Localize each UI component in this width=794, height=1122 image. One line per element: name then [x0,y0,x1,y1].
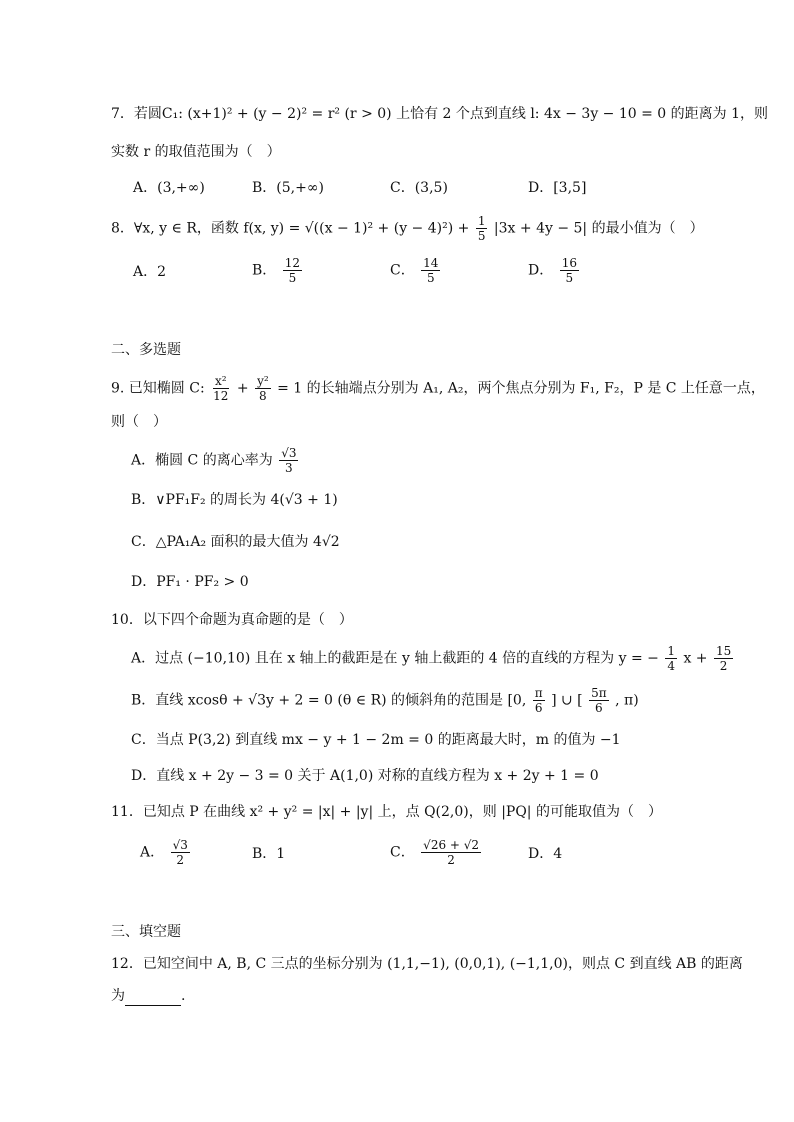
q9-option-a-fraction [279,446,298,475]
q9-option-a [131,446,300,475]
q10-option-b-fraction2 [589,686,609,715]
q7-option-c: C．(3,5) [390,180,448,196]
q7-stem-line2: 实数 r 的取值范围为（ ） [111,144,281,160]
q9-fraction-y-den: 8 [259,389,267,403]
q8-option-b-label: B． [252,262,277,279]
q8-option-b-num: 12 [284,256,301,270]
q8-stem-suffix: |3x + 4y − 5| 的最小值为（ ） [493,220,704,237]
q8-option-d [528,256,581,285]
q11-option-c-label: C． [390,844,415,861]
q8-option-b-fraction [283,256,302,285]
q10-option-b [131,686,639,715]
q10-option-a-f1-num: 1 [667,644,675,658]
q11-option-c-den: 2 [447,853,455,867]
q10-option-c: C．当点 P(3,2) 到直线 mx − y + 1 − 2m = 0 的距离最大时，m 的值为 −1 [131,732,621,748]
q9-option-b: B．∨PF₁F₂ 的周长为 4(√3 + 1) [131,492,338,508]
q10-option-b-f1-den: 6 [534,701,543,715]
q11-option-b: B．1 [252,846,286,862]
q8-option-d-fraction [560,256,579,285]
q12-stem-line2-text: 为 [111,988,125,1004]
q8-option-b-den: 5 [288,271,297,285]
q11-option-a-den: 2 [176,853,185,867]
q9-fraction-x [211,374,230,403]
q8-option-c-den: 5 [426,271,435,285]
q8-stem [111,214,704,243]
q9-option-a-num: √3 [281,446,297,460]
q9-stem-suffix: = 1 的长轴端点分别为 A₁, A₂，两个焦点分别为 F₁, F₂，P 是 C 上任意一点， [277,380,765,397]
q9-fraction-x-den: 12 [213,389,229,403]
q9-option-d: D．PF₁ · PF₂ > 0 [131,574,249,590]
q10-option-b-mid: ] ∪ [ [551,692,583,709]
q9-stem-line2: 则（ ） [111,414,167,430]
q8-option-c-fraction [421,256,440,285]
q10-option-a-f2-num: 15 [715,644,732,658]
q8-stem-prefix: 8．∀x, y ∈ R，函数 f(x, y) = √((x − 1)² + (y − 4)²) + [111,220,470,237]
q11-option-c-fraction [421,838,481,867]
q7-option-b: B．(5,+∞) [252,180,324,196]
q8-option-d-den: 5 [565,271,574,285]
section-heading-multi-choice: 二、多选题 [111,342,181,358]
q10-option-b-text: B．直线 xcosθ + √3y + 2 = 0 (θ ∈ R) 的倾斜角的范围是 [0, [131,692,527,709]
q9-option-a-den: 3 [285,461,293,475]
q10-option-a-text: A．过点 (−10,10) 且在 x 轴上的截距是在 y 轴上截距的 4 倍的直线的方程为 y = − [131,650,659,667]
q8-option-d-label: D． [528,262,554,279]
q7-option-a: A．(3,+∞) [133,180,205,196]
q10-option-b-fraction1 [533,686,545,715]
q8-fraction [476,214,488,243]
q10-option-b-f2-den: 6 [595,701,603,715]
q11-option-a-num: √3 [172,838,188,852]
q9-fraction-y [255,374,271,403]
q10-option-d: D．直线 x + 2y − 3 = 0 关于 A(1,0) 对称的直线方程为 x + 2y + 1 = 0 [131,768,599,784]
q10-option-a-fraction1 [665,644,677,673]
q10-option-a-f2-den: 2 [719,659,728,673]
q10-option-a-fraction2 [714,644,733,673]
q11-option-a [140,838,192,867]
q9-fraction-x-num: x² [214,374,227,388]
q11-option-c-num: √26 + √2 [423,838,480,852]
q12-stem-line1: 12．已知空间中 A, B, C 三点的坐标分别为 (1,1,−1), (0,0,1), (−1,1,0)，则点 C 到直线 AB 的距离 [111,956,743,972]
q8-option-d-num: 16 [561,256,577,270]
q12-stem-line2 [111,986,185,1006]
q7-option-d: D．[3,5] [528,180,587,196]
q8-fraction-den: 5 [477,229,486,243]
q11-option-d: D．4 [528,846,563,862]
q10-stem: 10．以下四个命题为真命题的是（ ） [111,612,353,628]
q9-option-c: C．△PA₁A₂ 面积的最大值为 4√2 [131,534,340,550]
q11-stem: 11．已知点 P 在曲线 x² + y² = |x| + |y| 上，点 Q(2,0)，则 |PQ| 的可能取值为（ ） [111,804,662,820]
q10-option-b-f1-num: π [534,686,543,700]
q12-stem-end: . [181,988,186,1004]
q8-option-a: A．2 [133,264,167,280]
q11-option-a-label: A． [140,844,165,861]
q7-stem-line1: 7．若圆C₁: (x+1)² + (y − 2)² = r² (r > 0) 上恰有 2 个点到直线 l: 4x − 3y − 10 = 0 的距离为 1，则 [111,106,769,122]
section-heading-fill-in: 三、填空题 [111,924,181,940]
q12-answer-blank[interactable] [125,991,181,1006]
q8-option-c-num: 14 [423,256,439,270]
q8-option-c-label: C． [390,262,415,279]
q8-fraction-num: 1 [477,214,486,228]
q8-option-b [252,256,304,285]
q8-option-c [390,256,442,285]
q11-option-c [390,838,483,867]
q11-option-a-fraction [171,838,190,867]
q9-plus: + [236,380,249,397]
q9-stem-prefix: 9. 已知椭圆 C: [111,380,205,397]
q9-stem-line1 [111,374,765,403]
q10-option-b-f2-num: 5π [591,686,607,700]
q10-option-a [131,644,735,673]
q9-option-a-text: A．椭圆 C 的离心率为 [131,452,273,469]
q10-option-a-f1-den: 4 [667,659,675,673]
q10-option-a-mid: x + [683,650,708,667]
q9-fraction-y-num: y² [257,374,269,388]
q10-option-b-end: , π) [615,692,639,709]
